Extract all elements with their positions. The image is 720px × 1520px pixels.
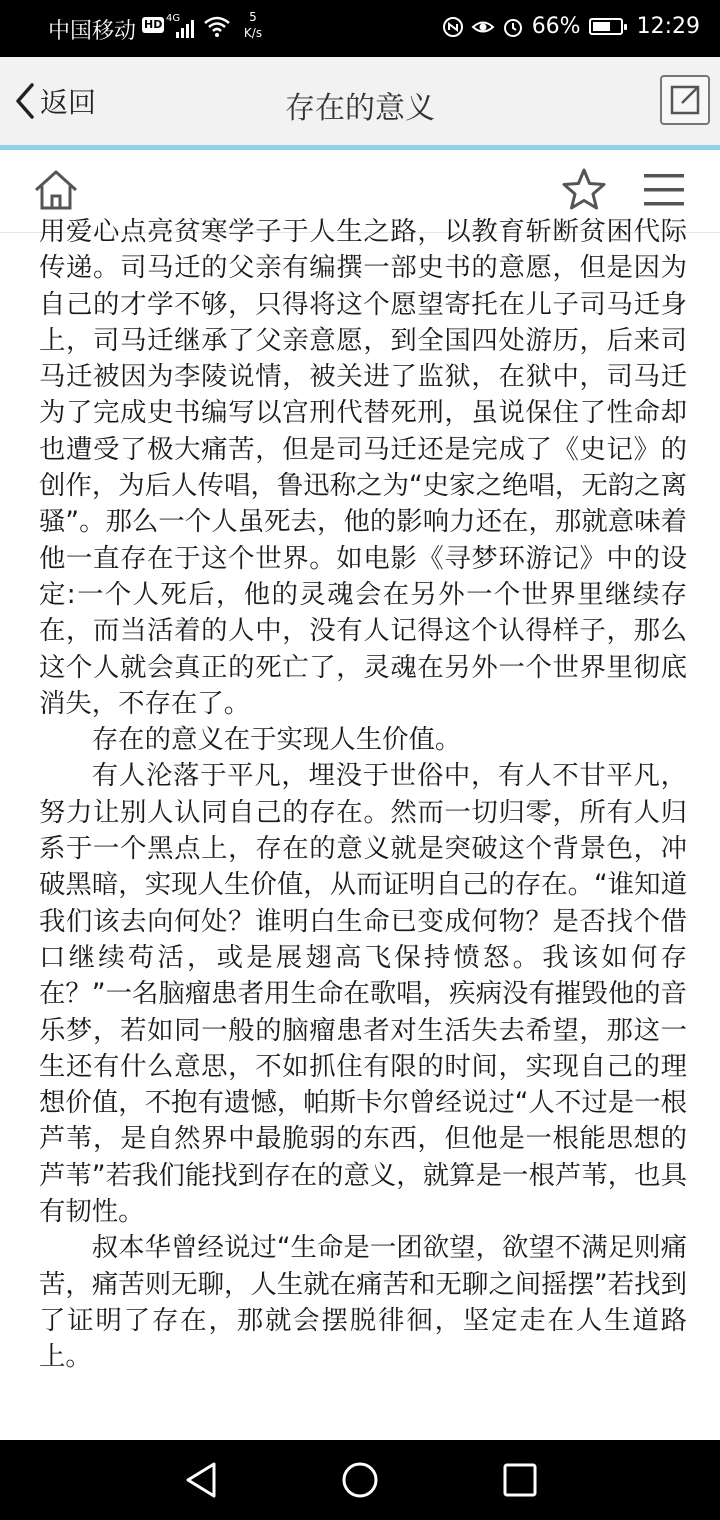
external-link-icon xyxy=(662,77,708,123)
eye-icon xyxy=(472,16,494,38)
article-paragraph: 用爱心点亮贫寒学子于人生之路，以教育斩断贫困代际传递。司马迁的父亲有编撰一部史书的意愿，但是因为自己的才学不够，只得将这个愿望寄托在儿子司马迁身上，司马迁继承了父亲意愿，到全国四处游历，后来司马迁被因为李陵说情，被关进了监狱，在狱中，司马迁为了完成史书编写以宫刑代替死刑，虽说保住了性命却也遭受了极大痛苦，但是司马迁还是完成了《史记》的创作，为后人传唱，鲁迅称之为“史家之绝唱，无韵之离骚”。那么一个人虽死去，他的影响力还在，那就意味着他一直存在于这个世界。如电影《寻梦环游记》中的设定:一个人死后，他的灵魂会在另外一个世界里继续存在，而当活着的人中，没有人记得这个认得样子，那么这个人就会真正的死亡了，灵魂在另外一个世界里彻底消失，不存在了。 xyxy=(39,216,687,719)
article-paragraph: 叔本华曾经说过“生命是一团欲望，欲望不满足则痛苦，痛苦则无聊，人生就在痛苦和无聊之间摇摆”若找到了证明了存在，那就会摆脱徘徊，坚定走在人生道路上。 xyxy=(39,1232,687,1373)
clock: 12:29 xyxy=(636,14,700,39)
signal-icon xyxy=(176,18,198,38)
nfc-icon xyxy=(442,16,464,38)
battery-percent: 66% xyxy=(531,14,581,39)
speed-unit: K/s xyxy=(243,26,263,40)
status-bar xyxy=(0,0,720,57)
article-paragraph: 存在的意义在于实现人生价值。 xyxy=(91,724,462,756)
alarm-icon xyxy=(502,16,524,38)
nav-recent-icon[interactable] xyxy=(502,1462,538,1498)
title-bar xyxy=(0,57,720,145)
share-button[interactable] xyxy=(660,75,710,125)
wifi-icon xyxy=(204,16,230,38)
status-right xyxy=(442,14,700,39)
nav-back-icon[interactable] xyxy=(182,1460,222,1500)
nav-home-icon[interactable] xyxy=(340,1460,380,1500)
article-paragraph: 有人沦落于平凡，埋没于世俗中，有人不甘平凡，努力让别人认同自己的存在。然而一切归零，所有人归系于一个黑点上，存在的意义就是突破这个背景色，冲破黑暗，实现人生价值，从而证明自己的存在。“谁知道我们该去向何处？谁明白生命已变成何物？是否找个借口继续苟活，或是展翅高飞保持愤怒。我该如何存在？”一名脑瘤患者用生命在歌唱，疾病没有摧毁他的音乐梦，若如同一般的脑瘤患者对生活失去希望，那这一生还有什么意思，不如抓住有限的时间，实现自己的理想价值，不抱有遗憾，帕斯卡尔曾经说过“人不过是一根芦苇，是自然界中最脆弱的东西，但他是一根能思想的芦苇”若我们能找到存在的意义，就算是一根芦苇，也具有韧性。 xyxy=(39,760,687,1228)
back-label: 返回 xyxy=(40,86,97,119)
article-viewport[interactable] xyxy=(0,216,720,1440)
network-speed xyxy=(240,9,266,41)
speed-value: 5 xyxy=(249,10,257,24)
carrier-label: 中国移动 xyxy=(48,19,137,44)
network-type: 4G xyxy=(166,13,181,24)
page-title: 存在的意义 xyxy=(285,91,435,126)
menu-icon[interactable] xyxy=(642,168,686,212)
battery-icon xyxy=(589,18,623,35)
system-nav-bar xyxy=(0,1440,720,1520)
star-icon[interactable] xyxy=(560,166,608,214)
home-icon[interactable] xyxy=(32,166,80,214)
hd-badge: HD xyxy=(144,18,163,31)
article-body xyxy=(39,214,687,1376)
